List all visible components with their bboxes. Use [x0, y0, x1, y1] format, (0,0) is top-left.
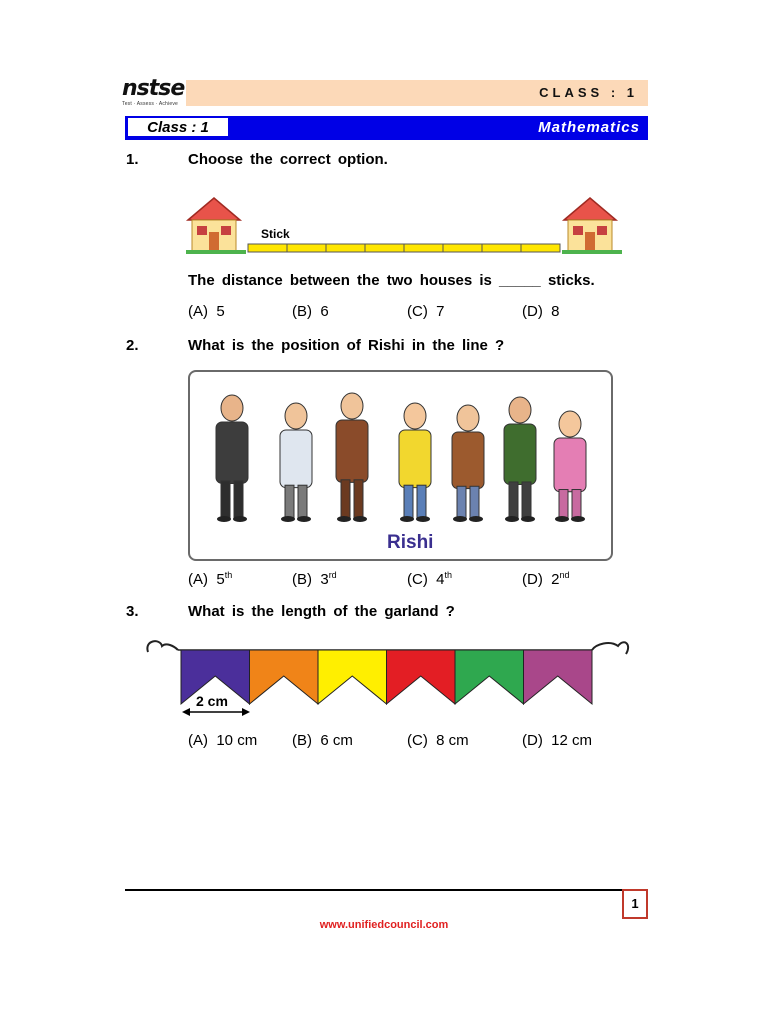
class-label: CLASS : 1 — [539, 85, 638, 100]
subject-title: Mathematics — [538, 119, 640, 136]
q1-option-d[interactable]: (D) 8 — [522, 303, 560, 320]
question-2-text: What is the position of Rishi in the line ? — [188, 337, 505, 354]
rishi-label: Rishi — [387, 532, 434, 553]
website-link[interactable]: www.unifiedcouncil.com — [319, 919, 449, 931]
right-string-curl — [592, 642, 628, 654]
q3-option-d[interactable]: (D) 12 cm — [522, 732, 593, 749]
stick-row — [248, 244, 560, 252]
logo-tagline: Test · Assess · Achieve — [122, 101, 179, 107]
garland-flag — [455, 650, 524, 704]
q2-option-a[interactable]: (A) 5th — [188, 570, 233, 588]
garland-flag — [387, 650, 456, 704]
question-1-subtext: The distance between the two houses is _____ sticks. — [188, 272, 595, 289]
question-3-text: What is the length of the garland ? — [188, 603, 455, 620]
logo-text: nstse — [122, 76, 185, 101]
stick-segment — [482, 244, 521, 252]
stick-label: Stick — [261, 227, 290, 241]
question-2-number: 2. — [126, 337, 139, 354]
left-house-icon — [186, 198, 246, 254]
person-in-line — [399, 403, 431, 522]
nstse-logo — [122, 78, 184, 112]
person-in-line — [554, 411, 586, 522]
q1-option-b[interactable]: (B) 6 — [292, 303, 329, 320]
stick-segment — [521, 244, 560, 252]
q3-option-c[interactable]: (C) 8 cm — [407, 732, 469, 749]
garland-flag — [524, 650, 593, 704]
class-box: Class : 1 — [127, 117, 229, 137]
footer-rule — [125, 889, 622, 891]
question-1-number: 1. — [126, 151, 139, 168]
q3-option-a[interactable]: (A) 10 cm — [188, 732, 258, 749]
q2-option-c[interactable]: (C) 4th — [407, 570, 453, 588]
person-in-line — [452, 405, 484, 522]
q2-option-d[interactable]: (D) 2nd — [522, 570, 570, 588]
stick-segment — [326, 244, 365, 252]
left-string-curl — [147, 641, 178, 652]
class-header-bar — [186, 80, 648, 106]
q3-option-b[interactable]: (B) 6 cm — [292, 732, 353, 749]
measure-label: 2 cm — [196, 693, 228, 709]
stick-segment — [287, 244, 326, 252]
q1-option-a[interactable]: (A) 5 — [188, 303, 225, 320]
q1-option-c[interactable]: (C) 7 — [407, 303, 445, 320]
person-in-line — [280, 403, 312, 522]
person-in-line — [216, 395, 248, 522]
stick-segment — [443, 244, 482, 252]
houses-stick-figure — [184, 192, 634, 260]
garland-flag — [318, 650, 387, 704]
page-number: 1 — [622, 889, 648, 919]
question-3-number: 3. — [126, 603, 139, 620]
question-1-text: Choose the correct option. — [188, 151, 388, 168]
measure-arrow-left-icon — [182, 708, 190, 716]
measure-arrow-right-icon — [242, 708, 250, 716]
person-in-line — [336, 393, 368, 522]
garland-flag — [250, 650, 319, 704]
right-house-icon — [562, 198, 622, 254]
stick-segment — [248, 244, 287, 252]
stick-segment — [404, 244, 443, 252]
stick-segment — [365, 244, 404, 252]
q2-option-b[interactable]: (B) 3rd — [292, 570, 337, 588]
people-in-line-illustration — [200, 382, 600, 530]
person-in-line — [504, 397, 536, 522]
